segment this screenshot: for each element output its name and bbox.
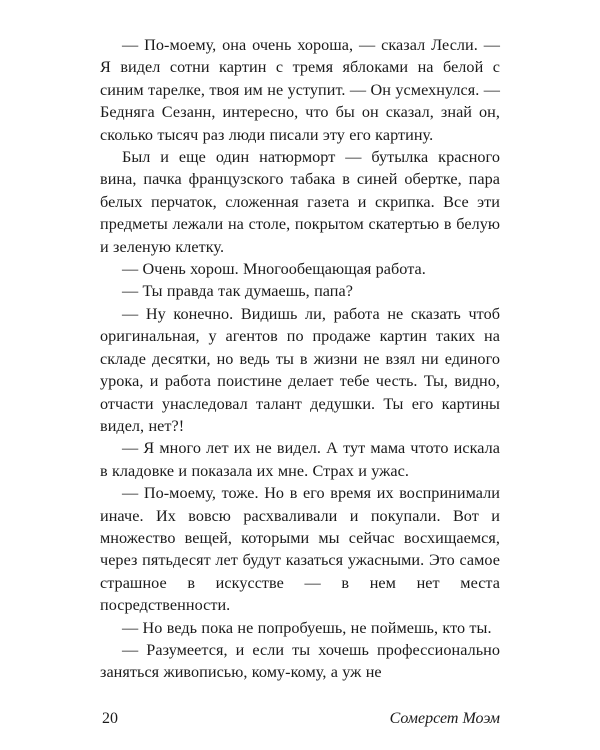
paragraph: Был и еще один натюрморт — бутылка красного вина, пачка французского табака в синей обертке, пара белых перчаток, сложенная газета и скрипка. Все эти предметы лежали на столе, покрытом скатертью в белую и зеленую клетку.: [100, 148, 500, 256]
body-text: [100, 34, 500, 684]
running-title: Сомерсет Моэм: [389, 710, 500, 727]
page-footer: [100, 710, 500, 734]
paragraph: — Ну конечно. Видишь ли, работа не сказать чтоб оригинальная, у агентов по продаже картин таких на складе десятки, но ведь ты в жизни не взял ни единого урока, и работа поистине делает тебе честь. Ты, видно, отчасти унаследовал талант дедушки. Ты его картины видел, нет?!: [100, 304, 500, 435]
paragraph: — Ты правда так думаешь, папа?: [122, 282, 353, 301]
paragraph: — Я много лет их не видел. А тут мама чтото искала в кладовке и показала их мне. Страх и ужас.: [100, 439, 500, 480]
paragraph: — Но ведь пока не попробуешь, не поймешь, кто ты.: [122, 618, 492, 637]
paragraph: — По-моему, тоже. Но в его время их воспринимали иначе. Их вовсю расхваливали и покупали. Вот и множество вещей, которыми мы сейчас восхищаемся, через пятьдесят лет будут казаться ужасными. Это самое страшное в искусстве — в нем нет места посредственности.: [100, 484, 500, 615]
paragraph: — Разумеется, и если ты хочешь профессионально заняться живописью, кому-кому, а уж не: [100, 640, 500, 682]
paragraph: — Очень хорош. Многообещающая работа.: [122, 260, 426, 279]
page-number: 20: [102, 710, 118, 727]
paragraph: — По-моему, она очень хороша, — сказал Лесли. — Я видел сотни картин с тремя яблоками на белой с синим тарелке, твоя им не уступит. — Он усмехнулся. — Бедняга Сезанн, интересно, что бы он сказал, знай он, сколько тысяч раз люди писали эту его картину.: [100, 36, 500, 144]
